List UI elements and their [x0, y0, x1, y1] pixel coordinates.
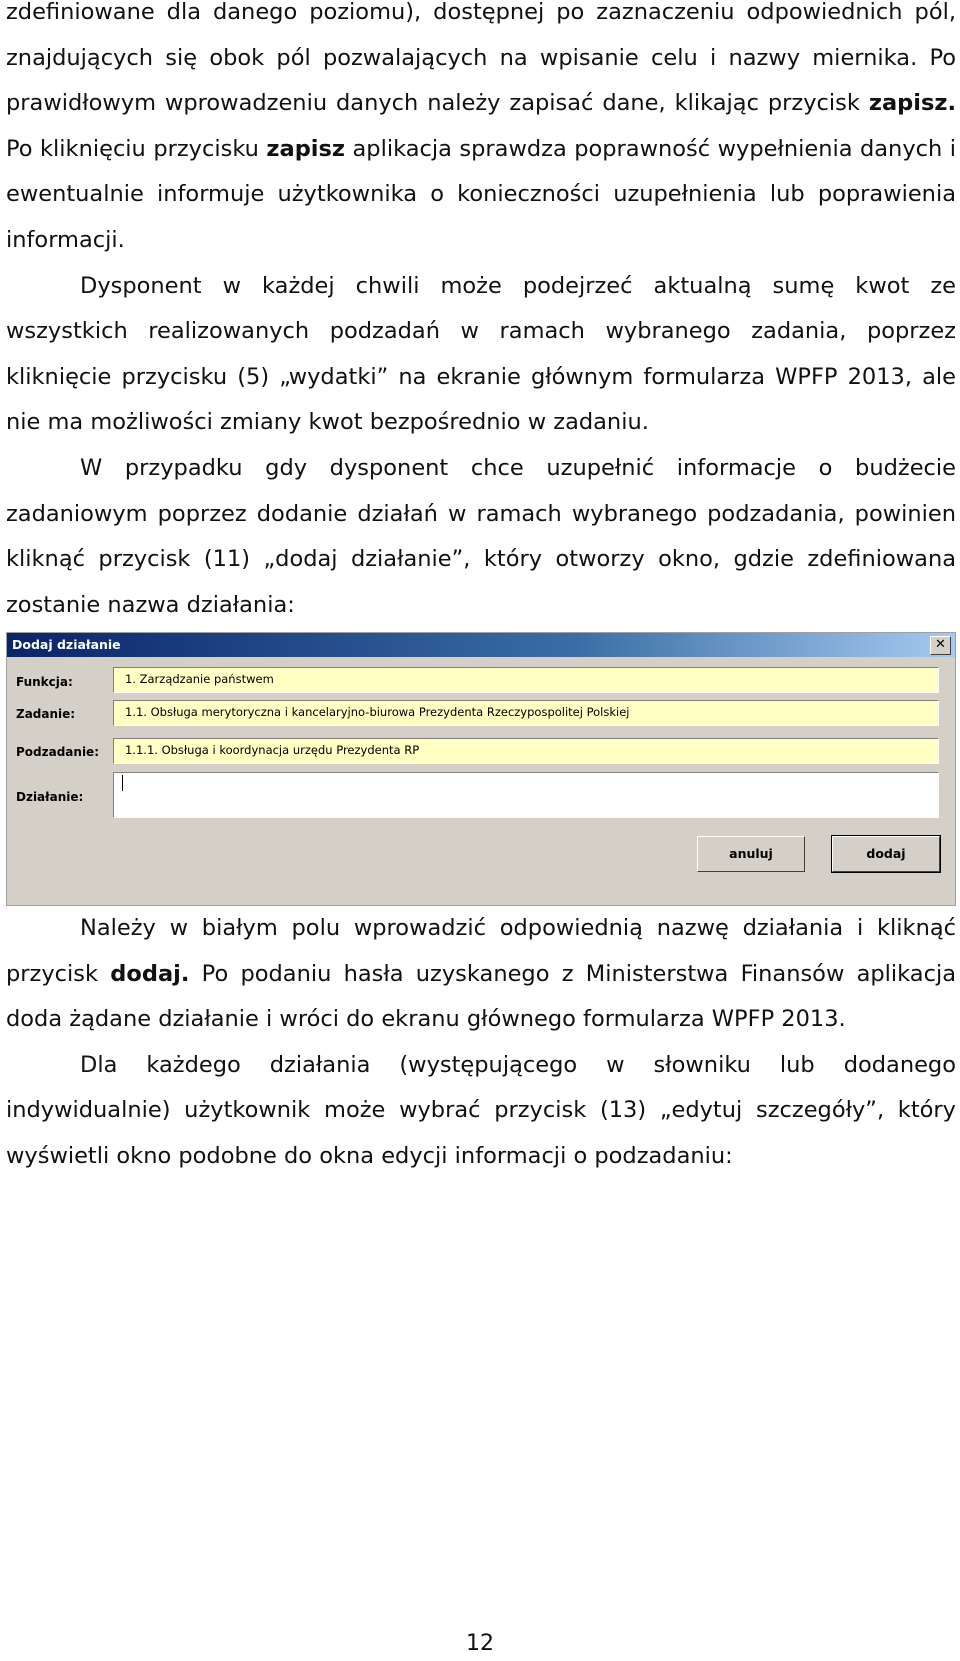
- label-funkcja: Funkcja:: [16, 675, 73, 689]
- dialog-body: [7, 657, 955, 905]
- zadanie-field[interactable]: 1.1. Obsługa merytoryczna i kancelaryjno-biurowa Prezydenta Rzeczypospolitej Polskiej: [113, 700, 939, 726]
- text-span: Po kliknięciu przycisku: [6, 135, 267, 162]
- text-block-top: [6, 0, 956, 628]
- label-podzadanie: Podzadanie:: [16, 745, 99, 759]
- text-span: Należy w białym polu wprowadzić odpowiednią nazwę działania i kliknąć przycisk: [6, 915, 956, 987]
- text-span: Dysponent w każdej chwili może podejrzeć aktualną sumę kwot ze wszystkich realizowanych podzadań w ramach wybranego zadania, poprzez kliknięcie przycisku (5) „wydatki” na ekranie głównym formularza WPFP 2013, ale nie ma możliwości zmiany kwot bezpośrednio w zadaniu.: [6, 272, 956, 436]
- text-block-bottom: [6, 906, 956, 1180]
- text-span: zdefiniowane dla danego poziomu), dostępnej po zaznaczeniu odpowiednich pól, znajdujących się obok pól pozwalających na wpisanie celu i nazwy miernika. Po prawidłowym wprowadzeniu danych należy zapisać dane, klikając przycisk: [6, 0, 956, 117]
- bold-text-zapisz-2: zapisz: [266, 135, 346, 162]
- text-span: Po podaniu hasła uzyskanego z Ministerstwa Finansów aplikacja doda żądane działanie i wróci do ekranu głównego formularza WPFP 2013.: [6, 960, 957, 1033]
- page-number: 12: [466, 1631, 494, 1656]
- add-action-dialog: [6, 632, 956, 906]
- paragraph: [6, 446, 956, 628]
- bold-text-zapisz-1: zapisz.: [868, 90, 956, 117]
- label-zadanie: Zadanie:: [16, 707, 76, 721]
- podzadanie-field[interactable]: 1.1.1. Obsługa i koordynacja urzędu Prezydenta RP: [113, 738, 939, 764]
- paragraph: [6, 906, 956, 1043]
- paragraph: [6, 0, 956, 264]
- text-span: Dla każdego działania (występującego w słowniku lub dodanego indywidualnie) użytkownik może wybrać przycisk (13) „edytuj szczegóły”, który wyświetli okno podobne do okna edycji informacji o podzadaniu:: [6, 1051, 956, 1169]
- text-caret: [122, 775, 123, 791]
- label-dzialanie: Działanie:: [16, 790, 84, 804]
- text-span: aplikacja sprawdza poprawność wypełnienia danych i ewentualnie informuje użytkownika o konieczności uzupełnienia lub poprawienia informacji.: [6, 135, 957, 253]
- dialog-titlebar[interactable]: [7, 633, 955, 657]
- bold-text-dodaj: dodaj.: [110, 960, 190, 987]
- dzialanie-input[interactable]: [113, 772, 939, 818]
- close-icon[interactable]: ✕: [930, 636, 951, 655]
- cancel-button[interactable]: anuluj: [697, 836, 805, 872]
- funkcja-field[interactable]: 1. Zarządzanie państwem: [113, 667, 939, 693]
- paragraph: [6, 1043, 956, 1180]
- text-span: W przypadku gdy dysponent chce uzupełnić informacje o budżecie zadaniowym poprzez dodanie działań w ramach wybranego podzadania, powinien kliknąć przycisk (11) „dodaj działanie”, który otworzy okno, gdzie zdefiniowana zostanie nazwa działania:: [6, 454, 956, 618]
- dialog-title: Dodaj działanie: [12, 637, 121, 652]
- add-button[interactable]: dodaj: [832, 836, 940, 872]
- paragraph: [6, 264, 956, 446]
